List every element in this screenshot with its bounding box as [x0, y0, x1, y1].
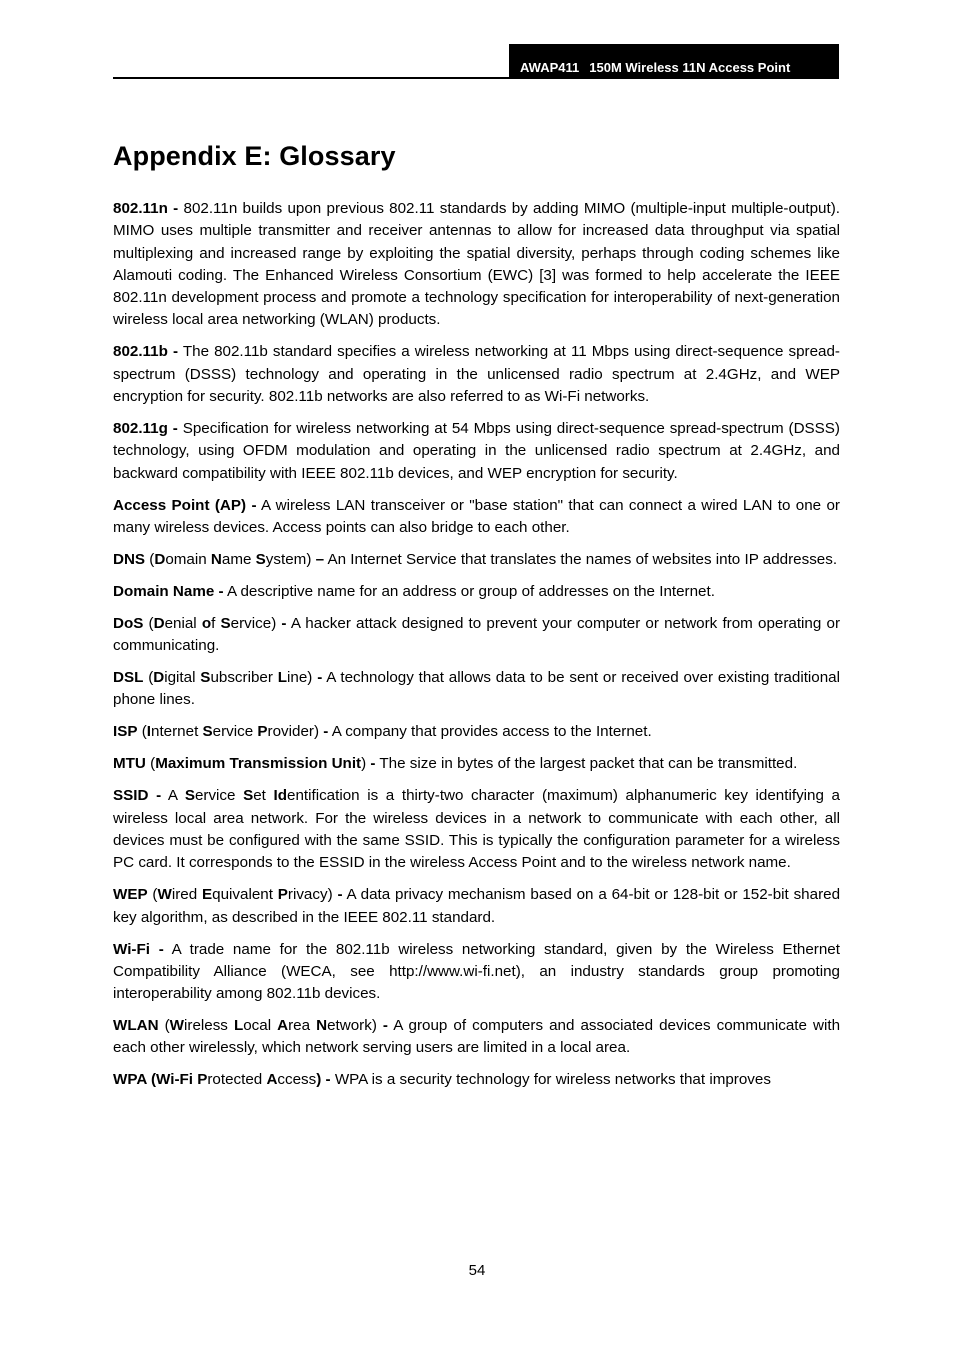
glossary-entry	[113, 341, 840, 408]
term-separator: -	[370, 755, 376, 773]
term-separator: -	[156, 787, 162, 805]
term-separator: –	[315, 550, 325, 568]
glossary-definition: A technology that allows data to be sent or received over existing traditional phone lines.	[113, 669, 840, 709]
running-header	[509, 44, 839, 79]
term-separator: -	[173, 200, 179, 217]
term-expansion-letter: S	[202, 723, 213, 741]
glossary-entry: DoS (Denial of Service) - A hacker attack designed to prevent your computer or network from operating or communicating.	[113, 614, 841, 655]
glossary-term: ) -	[316, 1071, 331, 1089]
glossary-entry: DSL (Digital Subscriber Line) - A technology that allows data to be sent or received over existing traditional phone lines.	[113, 669, 840, 709]
glossary-entry: WLAN (Wireless Local Area Network) - A group of computers and associated devices communicate with each other wirelessly, which network serving users are limited in a local area.	[113, 1017, 841, 1057]
glossary-definition: 802.11n builds upon previous 802.11 standards by adding MIMO (multiple-input multiple-output). MIMO uses multiple transmitter and receiver antennas to allow for increased data throughput via spatial multiplexing and increased range by exploiting the spatial diversity, perhaps through coding schemes like Alamouti coding. The Enhanced Wireless Consortium (EWC) [3] was formed to help accelerate the IEEE 802.11n development process and promote a technology specification for interoperability of next-generation wireless local area networking (WLAN) products.	[113, 200, 840, 329]
glossary-definition: A hacker attack designed to prevent your computer or network from operating or communicating.	[113, 614, 841, 655]
glossary-definition: A wireless LAN transceiver or "base station" that can connect a wired LAN to one or many wireless devices. Access points can also bridge to each other.	[113, 496, 840, 536]
glossary-entry	[113, 939, 840, 1006]
glossary-entry	[113, 581, 840, 603]
term-expansion-letter: N	[210, 550, 222, 568]
term-expansion-letter: I	[146, 723, 151, 741]
header-model: AWAP411	[520, 60, 580, 75]
glossary-entry: ISP (Internet Service Provider) - A company that provides access to the Internet.	[113, 723, 652, 741]
glossary-list	[113, 198, 840, 1101]
term-expansion-letter: D	[153, 669, 165, 687]
term-expansion-letter: P	[277, 886, 288, 904]
glossary-definition: A group of computers and associated devices communicate with each other wirelessly, which network serving users are limited in a local area.	[113, 1017, 841, 1057]
term-separator: -	[337, 886, 343, 904]
term-expansion-letter: P	[257, 723, 268, 741]
glossary-entry: WEP (Wired Equivalent Privacy) - A data privacy mechanism based on a 64-bit or 128-bit or 152-bit shared key algorithm, as described in the IEEE 802.11 standard.	[113, 886, 841, 926]
term-expansion-letter: Id	[273, 787, 287, 805]
glossary-entry	[113, 418, 840, 485]
page-title: Appendix E: Glossary	[113, 141, 396, 171]
glossary-entry: MTU (Maximum Transmission Unit) - The size in bytes of the largest packet that can be transmitted.	[113, 755, 798, 773]
glossary-definition: The size in bytes of the largest packet that can be transmitted.	[379, 755, 798, 773]
glossary-definition: A trade name for the 802.11b wireless networking standard, given by the Wireless Ethernet Compatibility Alliance (WECA, see http://www.wi-fi.net), an industry standards group promoting interoperability among 802.11b devices.	[113, 940, 840, 1003]
glossary-definition: A descriptive name for an address or group of addresses on the Internet.	[226, 582, 715, 600]
glossary-definition: An Internet Service that translates the names of websites into IP addresses.	[327, 550, 838, 568]
glossary-term: WEP	[113, 886, 148, 904]
term-expansion-letter: D	[154, 550, 166, 568]
term-separator: -	[251, 496, 257, 514]
glossary-entry	[113, 198, 840, 332]
term-expansion-letter: L	[233, 1017, 244, 1035]
term-separator: -	[281, 614, 287, 632]
term-expansion-letter: S	[243, 787, 254, 805]
term-separator: -	[172, 420, 178, 438]
glossary-entry: DNS (Domain Name System) – An Internet Service that translates the names of websites into IP addresses.	[113, 550, 838, 568]
glossary-term: DNS	[113, 550, 146, 568]
term-expansion-letter: N	[316, 1017, 328, 1035]
glossary-term: MTU	[113, 755, 146, 773]
glossary-entry: WPA (Wi-Fi Protected Access) - WPA is a security technology for wireless networks that improves	[113, 1071, 771, 1089]
glossary-term: WPA (Wi-Fi P	[113, 1071, 208, 1089]
glossary-definition: Specification for wireless networking at 54 Mbps using direct-sequence spread-spectrum (DSSS) technology, using OFDM modulation and operating in the unlicensed radio spectrum at 2.4GHz, and backward compatibility with IEEE 802.11b devices, and WEP encryption for security.	[113, 420, 840, 482]
term-separator: -	[317, 669, 323, 687]
glossary-term: DoS	[113, 614, 144, 632]
glossary-term: WLAN	[113, 1017, 159, 1035]
term-separator: -	[323, 723, 329, 741]
glossary-term: 802.11g	[113, 420, 168, 438]
term-expansion-letter: D	[153, 614, 165, 632]
glossary-term: A	[266, 1071, 278, 1089]
term-separator: -	[158, 940, 164, 958]
term-expansion-letter: S	[220, 614, 231, 632]
glossary-term: DSL	[113, 669, 144, 687]
header-product: 150M Wireless 11N Access Point	[589, 60, 791, 75]
glossary-entry: SSID - A Service Set Identification is a thirty-two character (maximum) alphanumeric key identifying a wireless local area network. For the wireless devices in a network to communicate with each other, all devices must be configured with the same SSID. This is typically the configuration parameter for a wireless PC card. It corresponds to the ESSID in the wireless Access Point and to the wireless network name.	[113, 787, 840, 872]
term-separator: -	[218, 582, 224, 600]
term-expansion-letter: W	[157, 886, 172, 904]
glossary-term: 802.11b	[113, 343, 168, 361]
glossary-entry	[113, 495, 840, 540]
glossary-term: Wi-Fi	[113, 940, 150, 958]
term-separator: -	[382, 1017, 388, 1035]
glossary-term: Access Point (AP)	[113, 496, 247, 514]
glossary-definition: A data privacy mechanism based on a 64-bit or 128-bit or 152-bit shared key algorithm, as described in the IEEE 802.11 standard.	[113, 886, 841, 926]
term-expansion-letter: Maximum Transmission Unit	[155, 755, 362, 773]
term-expansion-letter: S	[184, 787, 195, 805]
term-separator: -	[172, 343, 179, 361]
term-expansion-letter: A	[277, 1017, 289, 1035]
term-expansion-letter: L	[277, 669, 288, 687]
term-expansion-letter: E	[202, 886, 213, 904]
term-expansion-letter: o	[201, 614, 212, 632]
term-expansion-letter: W	[169, 1017, 185, 1035]
glossary-definition: WPA is a security technology for wireless networks that improves	[334, 1071, 771, 1089]
glossary-definition: The 802.11b standard specifies a wireless networking at 11 Mbps using direct-sequence spread-spectrum (DSSS) technology and operating in the unlicensed radio spectrum at 2.4GHz, and WEP encryption for security. 802.11b networks are also referred to as Wi-Fi networks.	[113, 343, 840, 406]
glossary-term: ISP	[113, 723, 138, 741]
glossary-term: Domain Name	[113, 582, 215, 600]
term-expansion-letter: S	[200, 669, 211, 687]
page-number: 54	[468, 1262, 486, 1279]
glossary-term: 802.11n	[113, 200, 168, 217]
glossary-term: SSID	[113, 787, 149, 805]
glossary-definition: A company that provides access to the Internet.	[331, 723, 652, 741]
term-expansion-letter: S	[255, 550, 266, 568]
